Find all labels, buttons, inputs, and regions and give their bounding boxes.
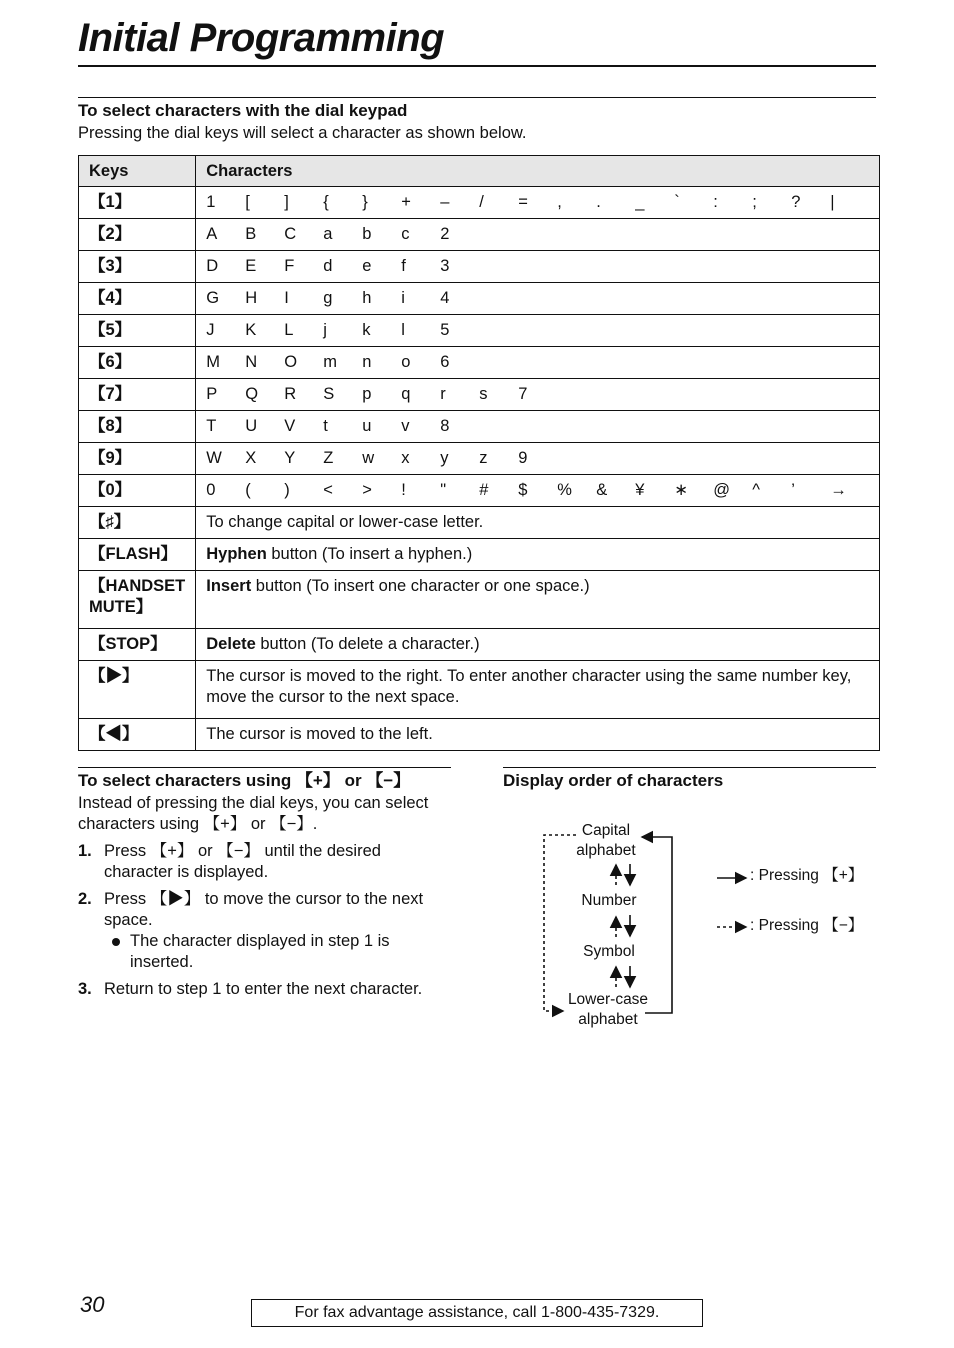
character: _: [635, 193, 645, 211]
character-table: [78, 155, 880, 751]
character: M: [206, 353, 221, 371]
legend-minus: : Pressing 【−】: [750, 917, 864, 934]
description-cell: [196, 629, 880, 661]
description-cell: [196, 571, 880, 629]
wrap-plus-arrow: [642, 837, 672, 1013]
table-row: [79, 661, 880, 719]
character: E: [245, 257, 257, 275]
key-cell: 【3】: [79, 251, 196, 283]
table-row: [79, 315, 880, 347]
key-cell: 【FLASH】: [79, 539, 196, 571]
section-heading-display-order: Display order of characters: [503, 771, 724, 790]
character: $: [518, 481, 528, 499]
character: f: [401, 257, 406, 275]
key-cell: 【♯】: [79, 507, 196, 539]
character: –: [440, 193, 450, 211]
table-row: [79, 443, 880, 475]
section-intro-plus-minus: Instead of pressing the dial keys, you can select characters using 【+】 or 【−】.: [78, 794, 429, 833]
character: S: [323, 385, 335, 403]
character: a: [323, 225, 333, 243]
character: }: [362, 193, 368, 211]
character: c: [401, 225, 410, 243]
character: B: [245, 225, 257, 243]
character: [: [245, 193, 250, 211]
page-number: 30: [80, 1292, 105, 1317]
header-characters: Characters: [196, 156, 880, 187]
table-row: [79, 347, 880, 379]
character: #: [479, 481, 489, 499]
step-text: Press 【+】 or 【−】 until the desired character is displayed.: [104, 842, 381, 881]
section-heading-dial-keypad: To select characters with the dial keypad: [78, 101, 408, 120]
character: ∗: [674, 481, 689, 499]
key-cell: 【1】: [79, 187, 196, 219]
step-number: 2.: [78, 890, 92, 908]
character: x: [401, 449, 410, 467]
character: T: [206, 417, 217, 435]
step-item: [78, 889, 451, 973]
legend-plus: : Pressing 【+】: [750, 867, 864, 884]
table-row: [79, 719, 880, 751]
characters-cell: [196, 187, 880, 219]
character: J: [206, 321, 215, 339]
character: >: [362, 481, 372, 499]
character: {: [323, 193, 329, 211]
character: z: [479, 449, 488, 467]
character: Z: [323, 449, 334, 467]
character: Y: [284, 449, 296, 467]
node-symbol: Symbol: [583, 943, 635, 960]
key-cell: 【HANDSET MUTE】: [79, 571, 196, 629]
section-rule: [503, 767, 876, 768]
button-name: Hyphen: [206, 545, 267, 563]
character: d: [323, 257, 333, 275]
characters-cell: [196, 475, 880, 507]
character: l: [401, 321, 405, 339]
header-keys: Keys: [79, 156, 196, 187]
characters-cell: [196, 219, 880, 251]
step-list: [78, 841, 451, 1006]
key-cell: 【6】: [79, 347, 196, 379]
character: /: [479, 193, 484, 211]
bullet-icon: [112, 938, 120, 946]
character: &: [596, 481, 608, 499]
step-number: 1.: [78, 842, 92, 860]
character: U: [245, 417, 258, 435]
character: N: [245, 353, 258, 371]
character: 1: [206, 193, 216, 211]
character: r: [440, 385, 446, 403]
character: k: [362, 321, 371, 339]
characters-cell: [196, 443, 880, 475]
character: y: [440, 449, 449, 467]
table-row: [79, 219, 880, 251]
character: 6: [440, 353, 450, 371]
character: e: [362, 257, 372, 275]
character: q: [401, 385, 411, 403]
step-number: 3.: [78, 980, 92, 998]
character: 8: [440, 417, 450, 435]
key-cell: 【9】: [79, 443, 196, 475]
description-text: The cursor is moved to the left.: [206, 725, 433, 743]
character: D: [206, 257, 219, 275]
key-cell: 【7】: [79, 379, 196, 411]
character: =: [518, 193, 528, 211]
description-cell: [196, 661, 880, 719]
character: i: [401, 289, 405, 307]
button-name: Delete: [206, 635, 256, 653]
button-name: Insert: [206, 577, 252, 595]
character: L: [284, 321, 294, 339]
character: w: [362, 449, 375, 467]
character: 9: [518, 449, 528, 467]
table-row: [79, 379, 880, 411]
character: ?: [791, 193, 801, 211]
title-rule: [78, 65, 876, 67]
character: 5: [440, 321, 450, 339]
character: :: [713, 193, 718, 211]
character: Q: [245, 385, 259, 403]
node-lower-case-alphabet: Lower-case alphabet: [567, 991, 649, 1028]
character: b: [362, 225, 372, 243]
description-cell: [196, 539, 880, 571]
description-text: button (To delete a character.): [255, 635, 480, 653]
key-cell: 【0】: [79, 475, 196, 507]
wrap-minus-arrow: [544, 835, 576, 1011]
character: g: [323, 289, 333, 307]
table-row: [79, 187, 880, 219]
character: A: [206, 225, 218, 243]
table-header-row: [79, 156, 880, 187]
character: H: [245, 289, 258, 307]
character: `: [674, 193, 680, 211]
character: j: [323, 321, 327, 339]
character: v: [401, 417, 410, 435]
key-cell: 【STOP】: [79, 629, 196, 661]
character: 4: [440, 289, 450, 307]
character: C: [284, 225, 297, 243]
character: p: [362, 385, 372, 403]
table-row: [79, 629, 880, 661]
character: 3: [440, 257, 450, 275]
step-note-text: The character displayed in step 1 is inserted.: [130, 932, 390, 971]
step-note: [104, 931, 451, 973]
description-text: button (To insert one character or one space.): [251, 577, 590, 595]
characters-cell: [196, 347, 880, 379]
character: <: [323, 481, 333, 499]
table-row: [79, 507, 880, 539]
display-order-diagram: [530, 815, 880, 1035]
character: o: [401, 353, 411, 371]
key-cell: 【4】: [79, 283, 196, 315]
table-row: [79, 571, 880, 629]
table-row: [79, 283, 880, 315]
character: ’: [791, 481, 795, 499]
character: ": [440, 481, 447, 499]
characters-cell: [196, 379, 880, 411]
character: ¥: [635, 481, 645, 499]
section-rule: [78, 767, 451, 768]
table-row: [79, 475, 880, 507]
character: 0: [206, 481, 216, 499]
characters-cell: [196, 411, 880, 443]
character: m: [323, 353, 338, 371]
characters-cell: [196, 251, 880, 283]
character: X: [245, 449, 257, 467]
step-item: [78, 979, 451, 1000]
node-capital-alphabet: Capital alphabet: [576, 822, 636, 859]
character: G: [206, 289, 220, 307]
character: F: [284, 257, 295, 275]
step-item: [78, 841, 451, 883]
character: I: [284, 289, 289, 307]
description-cell: [196, 719, 880, 751]
character: →: [830, 481, 847, 499]
character: W: [206, 449, 222, 467]
section-heading-plus-minus: To select characters using 【+】 or 【−】: [78, 771, 411, 790]
table-row: [79, 539, 880, 571]
character: (: [245, 481, 251, 499]
character: ]: [284, 193, 289, 211]
character: u: [362, 417, 372, 435]
section-intro-dial-keypad: Pressing the dial keys will select a character as shown below.: [78, 124, 527, 142]
page-title: Initial Programming: [78, 16, 445, 60]
table-row: [79, 411, 880, 443]
characters-cell: [196, 315, 880, 347]
node-number: Number: [581, 892, 637, 909]
character: |: [830, 193, 835, 211]
character: !: [401, 481, 406, 499]
character: ^: [752, 481, 761, 499]
key-cell: 【◀】: [79, 719, 196, 751]
section-rule: [78, 97, 876, 98]
description-text: To change capital or lower-case letter.: [206, 513, 484, 531]
character: ): [284, 481, 290, 499]
character: 2: [440, 225, 450, 243]
step-text: Press 【▶】 to move the cursor to the next space.: [104, 890, 424, 929]
description-text: button (To insert a hyphen.): [266, 545, 473, 563]
character: O: [284, 353, 298, 371]
character: n: [362, 353, 372, 371]
key-cell: 【▶】: [79, 661, 196, 719]
character: %: [557, 481, 572, 499]
character: P: [206, 385, 218, 403]
key-cell: 【8】: [79, 411, 196, 443]
character: K: [245, 321, 257, 339]
description-text: The cursor is moved to the right. To enter another character using the same number key, move the cursor to the next space.: [206, 667, 852, 706]
table-row: [79, 251, 880, 283]
key-cell: 【2】: [79, 219, 196, 251]
character: V: [284, 417, 296, 435]
character: 7: [518, 385, 528, 403]
key-cell: 【5】: [79, 315, 196, 347]
characters-cell: [196, 283, 880, 315]
description-cell: [196, 507, 880, 539]
character: h: [362, 289, 372, 307]
character: .: [596, 193, 601, 211]
step-text: Return to step 1 to enter the next character.: [104, 980, 423, 998]
assistance-box: For fax advantage assistance, call 1-800-435-7329.: [251, 1299, 703, 1327]
character: ,: [557, 193, 562, 211]
character: @: [713, 481, 731, 499]
character: +: [401, 193, 411, 211]
character: R: [284, 385, 297, 403]
character: t: [323, 417, 328, 435]
character: s: [479, 385, 488, 403]
character: ;: [752, 193, 757, 211]
